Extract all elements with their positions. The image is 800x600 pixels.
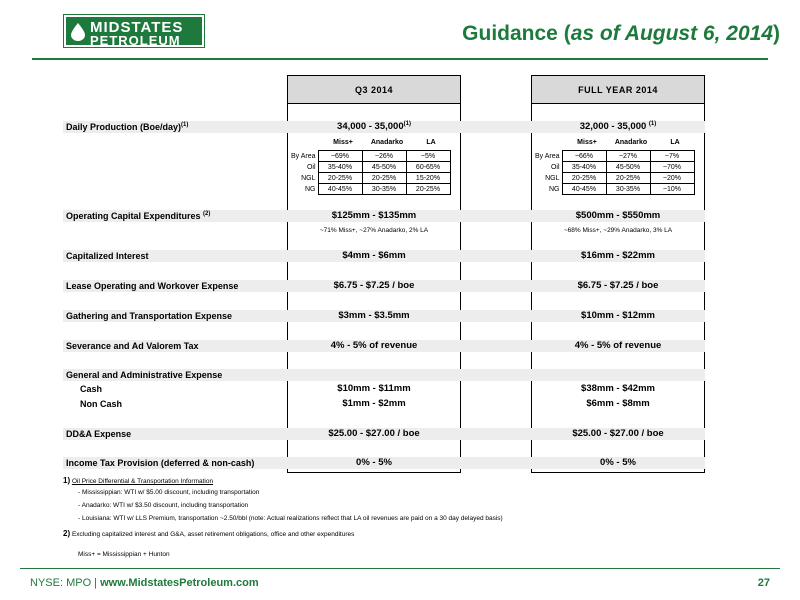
loe-label: Lease Operating and Workover Expense	[66, 281, 239, 291]
oil-drop-icon	[71, 23, 85, 41]
q3-mix-row	[284, 173, 450, 184]
ga-noncash-fy-value: $6mm - $8mm	[586, 398, 650, 409]
fy-mix-row	[528, 162, 694, 173]
capex-q3-value: $125mm - $135mm	[331, 210, 417, 221]
footnote-1-title: 1) Oil Price Differential & Transportation Information	[63, 476, 214, 485]
capitalized-interest-fy-value: $16mm - $22mm	[581, 250, 655, 261]
fy-mix-cell: ~20%	[650, 173, 694, 184]
fy-mix-row	[528, 151, 694, 162]
fy-mix-row	[528, 184, 694, 195]
q3-mix-cell: 40-45%	[318, 184, 362, 195]
fy-production-mix-table	[528, 150, 695, 195]
q3-mix-cell: 35-40%	[318, 162, 362, 173]
capex-q3-note: ~71% Miss+, ~27% Anadarko, 2% LA	[319, 227, 429, 234]
footer-divider	[20, 568, 780, 569]
fy-mix-cell: 20-25%	[562, 173, 606, 184]
production-q3-value: 34,000 - 35,000$^{(1)}$	[337, 120, 411, 132]
q3-mix-row-label: NGL	[301, 174, 316, 182]
footer-text: NYSE: MPO | www.MidstatesPetroleum.com	[30, 577, 259, 589]
fy-mix-cell: 30-35%	[606, 184, 650, 195]
q3-column-header: Q3 2014	[288, 76, 460, 104]
income-tax-label: Income Tax Provision (deferred & non-cash)	[66, 458, 255, 468]
production-label: Daily Production $(Boe/day)^{(1)}$	[66, 122, 189, 132]
fy-column-header: FULL YEAR 2014	[532, 76, 704, 104]
dda-fy-value: $25.00 - $27.00 / boe	[572, 428, 664, 439]
ga-cash-q3-value: $10mm - $11mm	[337, 383, 411, 394]
q3-mix-cell: 20-25%	[318, 173, 362, 184]
title-divider	[32, 58, 768, 60]
fy-mix-cell: ~66%	[562, 151, 606, 162]
gathering-q3-value: $3mm - $3.5mm	[338, 310, 410, 321]
fy-mix-row-label: NG	[549, 185, 560, 193]
q3-mix-cell: 45-50%	[362, 162, 406, 173]
fy-mix-header-la: LA	[670, 139, 680, 146]
q3-mix-row-label: By Area	[290, 152, 316, 160]
fy-mix-cell: 35-40%	[562, 162, 606, 173]
q3-mix-row	[284, 162, 450, 173]
fy-mix-cell: 20-25%	[606, 173, 650, 184]
fy-mix-row	[528, 173, 694, 184]
q3-mix-header-la: LA	[426, 139, 436, 146]
footnote-2: 2) Excluding capitalized interest and G&A, asset retirement obligations, office and other expenditures	[63, 529, 355, 538]
logo-text-line1: MIDSTATES	[90, 19, 184, 36]
q3-column	[287, 75, 461, 473]
region-legend: Miss+ = Mississippian + Hunton	[78, 551, 170, 558]
loe-fy-value: $6.75 - $7.25 / boe	[577, 280, 659, 291]
q3-mix-row-label: Oil	[306, 163, 316, 171]
ga-cash-fy-value: $38mm - $42mm	[581, 383, 655, 394]
q3-mix-cell: 15-20%	[406, 173, 450, 184]
capex-fy-note: ~68% Miss+, ~29% Anadarko, 3% LA	[563, 227, 673, 234]
q3-mix-header-miss: Miss+	[333, 139, 353, 146]
page-title: Guidance (as of August 6, 2014)	[462, 22, 780, 45]
q3-mix-row-label: NG	[305, 185, 316, 193]
capitalized-interest-label: Capitalized Interest	[66, 251, 149, 261]
dda-q3-value: $25.00 - $27.00 / boe	[328, 428, 420, 439]
page-number: 27	[757, 577, 770, 589]
q3-mix-header-anadarko: Anadarko	[370, 139, 404, 146]
fy-mix-row-label: Oil	[550, 163, 560, 171]
company-logo	[64, 15, 204, 47]
income-tax-fy-value: 0% - 5%	[600, 457, 636, 468]
q3-mix-cell: ~26%	[362, 151, 406, 162]
footer-ticker: NYSE: MPO	[30, 577, 92, 589]
logo-text-line2: PETROLEUM	[90, 33, 181, 48]
q3-mix-cell: 60-65%	[406, 162, 450, 173]
dda-label: DD&A Expense	[66, 429, 132, 439]
fy-mix-cell: ~27%	[606, 151, 650, 162]
severance-q3-value: 4% - 5% of revenue	[330, 340, 418, 351]
q3-mix-cell: 20-25%	[362, 173, 406, 184]
footnote-1-louisiana: - Louisiana: WTI w/ LLS Premium, transportation ~2.50/bbl (note: Actual realizations reflect that LA oil revenues are paid on a 30 day delayed basis)	[78, 515, 503, 522]
fy-mix-row-label: By Area	[534, 152, 560, 160]
loe-q3-value: $6.75 - $7.25 / boe	[333, 280, 415, 291]
fy-mix-cell: 40-45%	[562, 184, 606, 195]
fy-mix-cell: ~70%	[650, 162, 694, 173]
ga-noncash-label: Non Cash	[80, 399, 123, 409]
q3-mix-row	[284, 151, 450, 162]
footnote-1-miss: - Mississippian: WTI w/ $5.00 discount, including transportation	[78, 489, 260, 496]
q3-mix-row	[284, 184, 450, 195]
q3-production-mix-table	[284, 150, 451, 195]
footer-website-link[interactable]: www.MidstatesPetroleum.com	[100, 577, 259, 589]
ga-cash-label: Cash	[80, 384, 103, 394]
footnote-1-anadarko: - Anadarko: WTI w/ $3.50 discount, including transportation	[78, 502, 249, 509]
fy-mix-header-anadarko: Anadarko	[614, 139, 648, 146]
q3-mix-cell: ~5%	[406, 151, 450, 162]
fy-mix-header-miss: Miss+	[577, 139, 597, 146]
severance-label: Severance and Ad Valorem Tax	[66, 341, 199, 351]
fy-mix-cell: ~10%	[650, 184, 694, 195]
fy-mix-cell: 45-50%	[606, 162, 650, 173]
ga-label: General and Administrative Expense	[66, 370, 223, 380]
q3-mix-cell: 30-35%	[362, 184, 406, 195]
ga-noncash-q3-value: $1mm - $2mm	[342, 398, 406, 409]
capitalized-interest-q3-value: $4mm - $6mm	[342, 250, 406, 261]
fy-mix-row-label: NGL	[545, 174, 560, 182]
fy-column	[531, 75, 705, 473]
q3-mix-cell: 20-25%	[406, 184, 450, 195]
fy-mix-cell: ~7%	[650, 151, 694, 162]
gathering-fy-value: $10mm - $12mm	[581, 310, 655, 321]
income-tax-q3-value: 0% - 5%	[356, 457, 392, 468]
production-fy-value: 32,000 - 35,000 $^{(1)}$	[579, 120, 657, 132]
severance-fy-value: 4% - 5% of revenue	[574, 340, 662, 351]
q3-mix-cell: ~69%	[318, 151, 362, 162]
gathering-label: Gathering and Transportation Expense	[66, 311, 233, 321]
capex-fy-value: $500mm - $550mm	[575, 210, 661, 221]
capex-label: Operating Capital Expenditures $^{(2)}$	[66, 211, 211, 221]
